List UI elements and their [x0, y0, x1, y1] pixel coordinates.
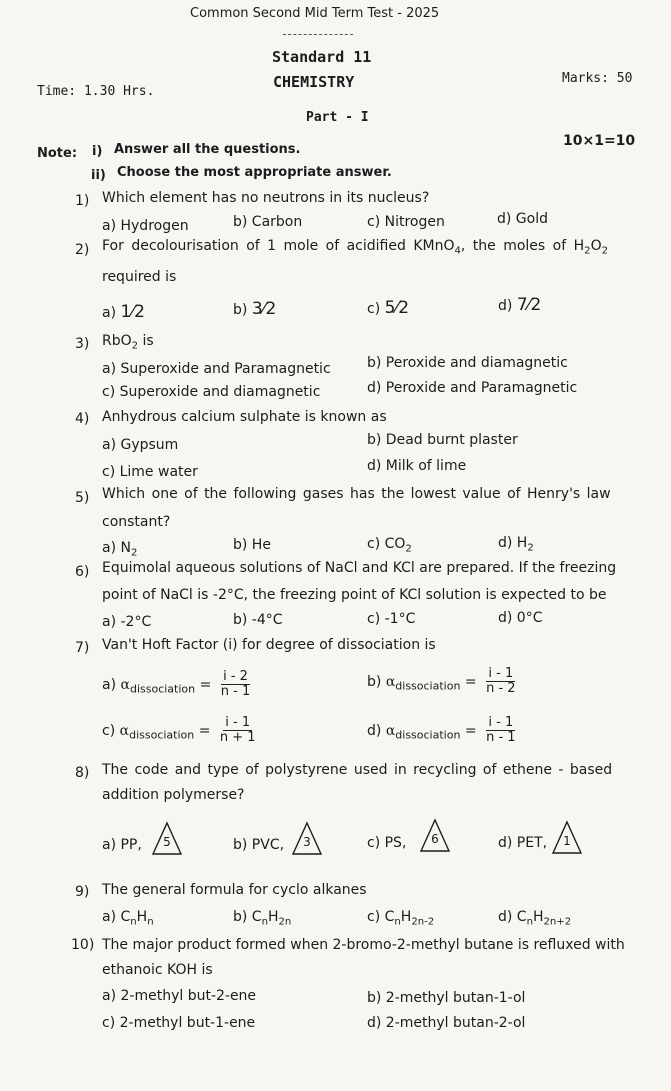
fraction [484, 667, 517, 697]
q9-text: The general formula for cyclo alkanes [102, 882, 367, 898]
option-text: a) N [102, 540, 131, 556]
q2-option-d [498, 296, 541, 316]
q2-option-a [102, 303, 145, 323]
q10-option-b: b) 2-methyl butan-1-ol [367, 990, 526, 1006]
option-text: d) H [498, 535, 528, 551]
q8-option-c: c) PS, [367, 835, 407, 851]
q5-option-c [367, 536, 412, 555]
q7-option-c [102, 716, 261, 746]
fraction-numerator: i - 1 [225, 715, 251, 730]
q2-sub: 2 [584, 245, 591, 257]
option-text: H [267, 909, 279, 925]
q5-number: 5) [75, 490, 90, 506]
q6-text-line2: point of NaCl is -2°C, the freezing point of KCl solution is expected to be [102, 587, 607, 603]
option-sub: n [147, 916, 154, 928]
q6-option-b: b) -4°C [233, 612, 283, 628]
q6-number: 6) [75, 564, 90, 580]
q7-text: Van't Hoft Factor (i) for degree of dissociation is [102, 637, 436, 653]
q7-option-b [367, 667, 521, 697]
fraction [218, 716, 258, 746]
q2-text-part: O [590, 238, 602, 254]
equals-sign: = [464, 673, 477, 690]
equals-sign: = [199, 676, 212, 693]
option-sub: 2n [278, 916, 292, 928]
q8-option-b: b) PVC, [233, 837, 285, 853]
q8-text-line1: The code and type of polystyrene used in recycling of ethene - based [102, 762, 613, 778]
option-prefix: a) [102, 305, 117, 321]
note-label: Note: [37, 146, 78, 161]
q2-number: 2) [75, 242, 90, 258]
fraction-denominator: n - 1 [220, 684, 251, 700]
q4-option-a: a) Gypsum [102, 437, 179, 453]
fraction [219, 670, 252, 700]
q2-text-line2: required is [102, 269, 177, 285]
recycling-code: 5 [163, 835, 171, 849]
divider [283, 34, 353, 35]
q6-option-c: c) -1°C [367, 611, 416, 627]
option-sub: 2 [527, 542, 534, 554]
alpha-sub: dissociation [395, 679, 461, 693]
q8-text-line2: addition polymerse? [102, 787, 245, 803]
option-sub: 2 [405, 543, 412, 555]
q7-number: 7) [75, 640, 90, 656]
q4-number: 4) [75, 411, 90, 427]
q6-option-d: d) 0°C [498, 610, 543, 626]
option-sub: 2n+2 [543, 916, 572, 928]
recycling-code: 1 [563, 834, 571, 848]
q4-text: Anhydrous calcium sulphate is known as [102, 409, 387, 425]
q2-text-part: For decolourisation of 1 mole of acidified KMnO [102, 238, 455, 254]
option-sub: 2 [130, 547, 138, 559]
q8-option-a: a) PP, [102, 837, 142, 853]
fraction [484, 716, 517, 746]
part-label: Part - I [306, 110, 369, 125]
equals-sign: = [198, 722, 211, 739]
option-fraction: 7⁄2 [516, 295, 542, 315]
q1-option-c: c) Nitrogen [367, 214, 445, 230]
q3-text-part: RbO [102, 333, 132, 349]
recycling-code: 3 [303, 835, 311, 849]
q9-option-a [102, 909, 154, 928]
score-label: 10×1=10 [563, 133, 636, 149]
q5-option-a [102, 540, 137, 559]
q1-text: Which element has no neutrons in its nucleus? [102, 190, 430, 206]
q3-option-b: b) Peroxide and diamagnetic [367, 355, 568, 371]
note-ii-num: ii) [91, 168, 106, 183]
q5-option-d [498, 535, 534, 554]
alpha-symbol: α [119, 722, 130, 739]
recycling-code: 6 [431, 832, 439, 846]
subject-title: CHEMISTRY [273, 73, 355, 91]
q7-option-d [367, 716, 521, 746]
q8-number: 8) [75, 765, 90, 781]
time-label: Time: 1.30 Hrs. [37, 84, 155, 99]
q5-text-line2: constant? [102, 514, 171, 530]
standard-label: Standard 11 [272, 48, 372, 66]
alpha-symbol: α [120, 676, 130, 693]
recycling-triangle-icon [291, 821, 323, 857]
exam-title: Common Second Mid Term Test - 2025 [190, 6, 440, 21]
q10-text-line1: The major product formed when 2-bromo-2-methyl butane is refluxed with [102, 937, 625, 953]
q3-text [102, 333, 154, 352]
q2-sub: 2 [601, 245, 609, 257]
q5-option-b: b) He [233, 537, 271, 553]
option-sub: n [394, 916, 401, 928]
recycling-triangle-icon [419, 818, 451, 854]
q3-option-c: c) Superoxide and diamagnetic [102, 384, 321, 400]
fraction-denominator: n - 2 [486, 681, 516, 697]
option-text: H [400, 909, 412, 925]
q8-option-d: d) PET, [498, 835, 548, 851]
q1-number: 1) [75, 193, 90, 209]
fraction-numerator: i - 2 [223, 669, 248, 684]
option-sub: n [261, 916, 268, 928]
q4-option-d: d) Milk of lime [367, 458, 467, 474]
q1-option-a: a) Hydrogen [102, 218, 189, 234]
q7-option-a [102, 670, 255, 700]
option-fraction: 1⁄2 [120, 302, 145, 322]
q4-option-c: c) Lime water [102, 464, 198, 480]
q3-sub: 2 [131, 340, 139, 352]
q3-text-part: is [138, 333, 154, 349]
recycling-triangle-icon [551, 820, 583, 856]
q1-option-d: d) Gold [497, 211, 548, 227]
fraction-denominator: n - 1 [486, 730, 516, 746]
q5-text-line1: Which one of the following gases has the lowest value of Henry's law [102, 486, 611, 502]
option-prefix: d) [498, 298, 513, 314]
option-text: d) C [498, 909, 527, 925]
option-fraction: 5⁄2 [384, 298, 410, 318]
q2-option-b [233, 300, 276, 320]
q1-option-b: b) Carbon [233, 214, 303, 230]
q9-option-c [367, 909, 434, 928]
q10-number: 10) [71, 937, 95, 953]
q3-number: 3) [75, 336, 90, 352]
option-prefix: d) [367, 722, 382, 739]
q10-option-a: a) 2-methyl but-2-ene [102, 988, 257, 1004]
option-prefix: b) [233, 302, 248, 318]
option-sub: 2n-2 [411, 916, 435, 928]
q2-text-line1 [102, 238, 608, 257]
q9-option-d [498, 909, 571, 928]
option-prefix: c) [367, 301, 381, 317]
fraction-numerator: i - 1 [488, 666, 514, 681]
q2-sub: 4 [454, 245, 461, 257]
alpha-sub: dissociation [129, 682, 196, 696]
q10-option-c: c) 2-methyl but-1-ene [102, 1015, 256, 1031]
q6-text-line1: Equimolal aqueous solutions of NaCl and KCl are prepared. If the freezing [102, 560, 617, 576]
option-prefix: a) [102, 676, 117, 693]
note-ii-text: Choose the most appropriate answer. [117, 165, 392, 180]
note-i-num: i) [92, 144, 103, 159]
option-sub: n [526, 916, 533, 928]
option-text: a) C [102, 909, 131, 925]
alpha-sub: dissociation [395, 728, 461, 742]
q4-option-b: b) Dead burnt plaster [367, 432, 518, 448]
q3-option-a: a) Superoxide and Paramagnetic [102, 361, 331, 377]
option-text: H [532, 909, 544, 925]
q2-option-c [367, 299, 409, 319]
option-sub: n [130, 916, 137, 928]
fraction-denominator: n + 1 [219, 730, 256, 746]
option-prefix: b) [367, 673, 382, 690]
q6-option-a: a) -2°C [102, 614, 152, 630]
q9-option-b [233, 909, 291, 928]
alpha-sub: dissociation [129, 728, 195, 742]
option-text: b) C [233, 909, 262, 925]
q10-option-d: d) 2-methyl butan-2-ol [367, 1015, 526, 1031]
q10-text-line2: ethanoic KOH is [102, 962, 213, 978]
option-text: c) C [367, 909, 395, 925]
option-text: H [136, 909, 148, 925]
recycling-triangle-icon [151, 821, 183, 857]
alpha-symbol: α [385, 722, 396, 739]
q3-option-d: d) Peroxide and Paramagnetic [367, 380, 578, 396]
marks-label: Marks: 50 [562, 71, 633, 86]
q9-number: 9) [75, 884, 90, 900]
option-fraction: 3⁄2 [251, 299, 277, 319]
option-prefix: c) [102, 722, 116, 739]
note-i-text: Answer all the questions. [114, 142, 301, 157]
option-text: c) CO [367, 536, 406, 552]
equals-sign: = [464, 722, 477, 739]
alpha-symbol: α [385, 673, 396, 690]
fraction-numerator: i - 1 [488, 715, 514, 730]
q2-text-part: , the moles of H [460, 238, 585, 254]
